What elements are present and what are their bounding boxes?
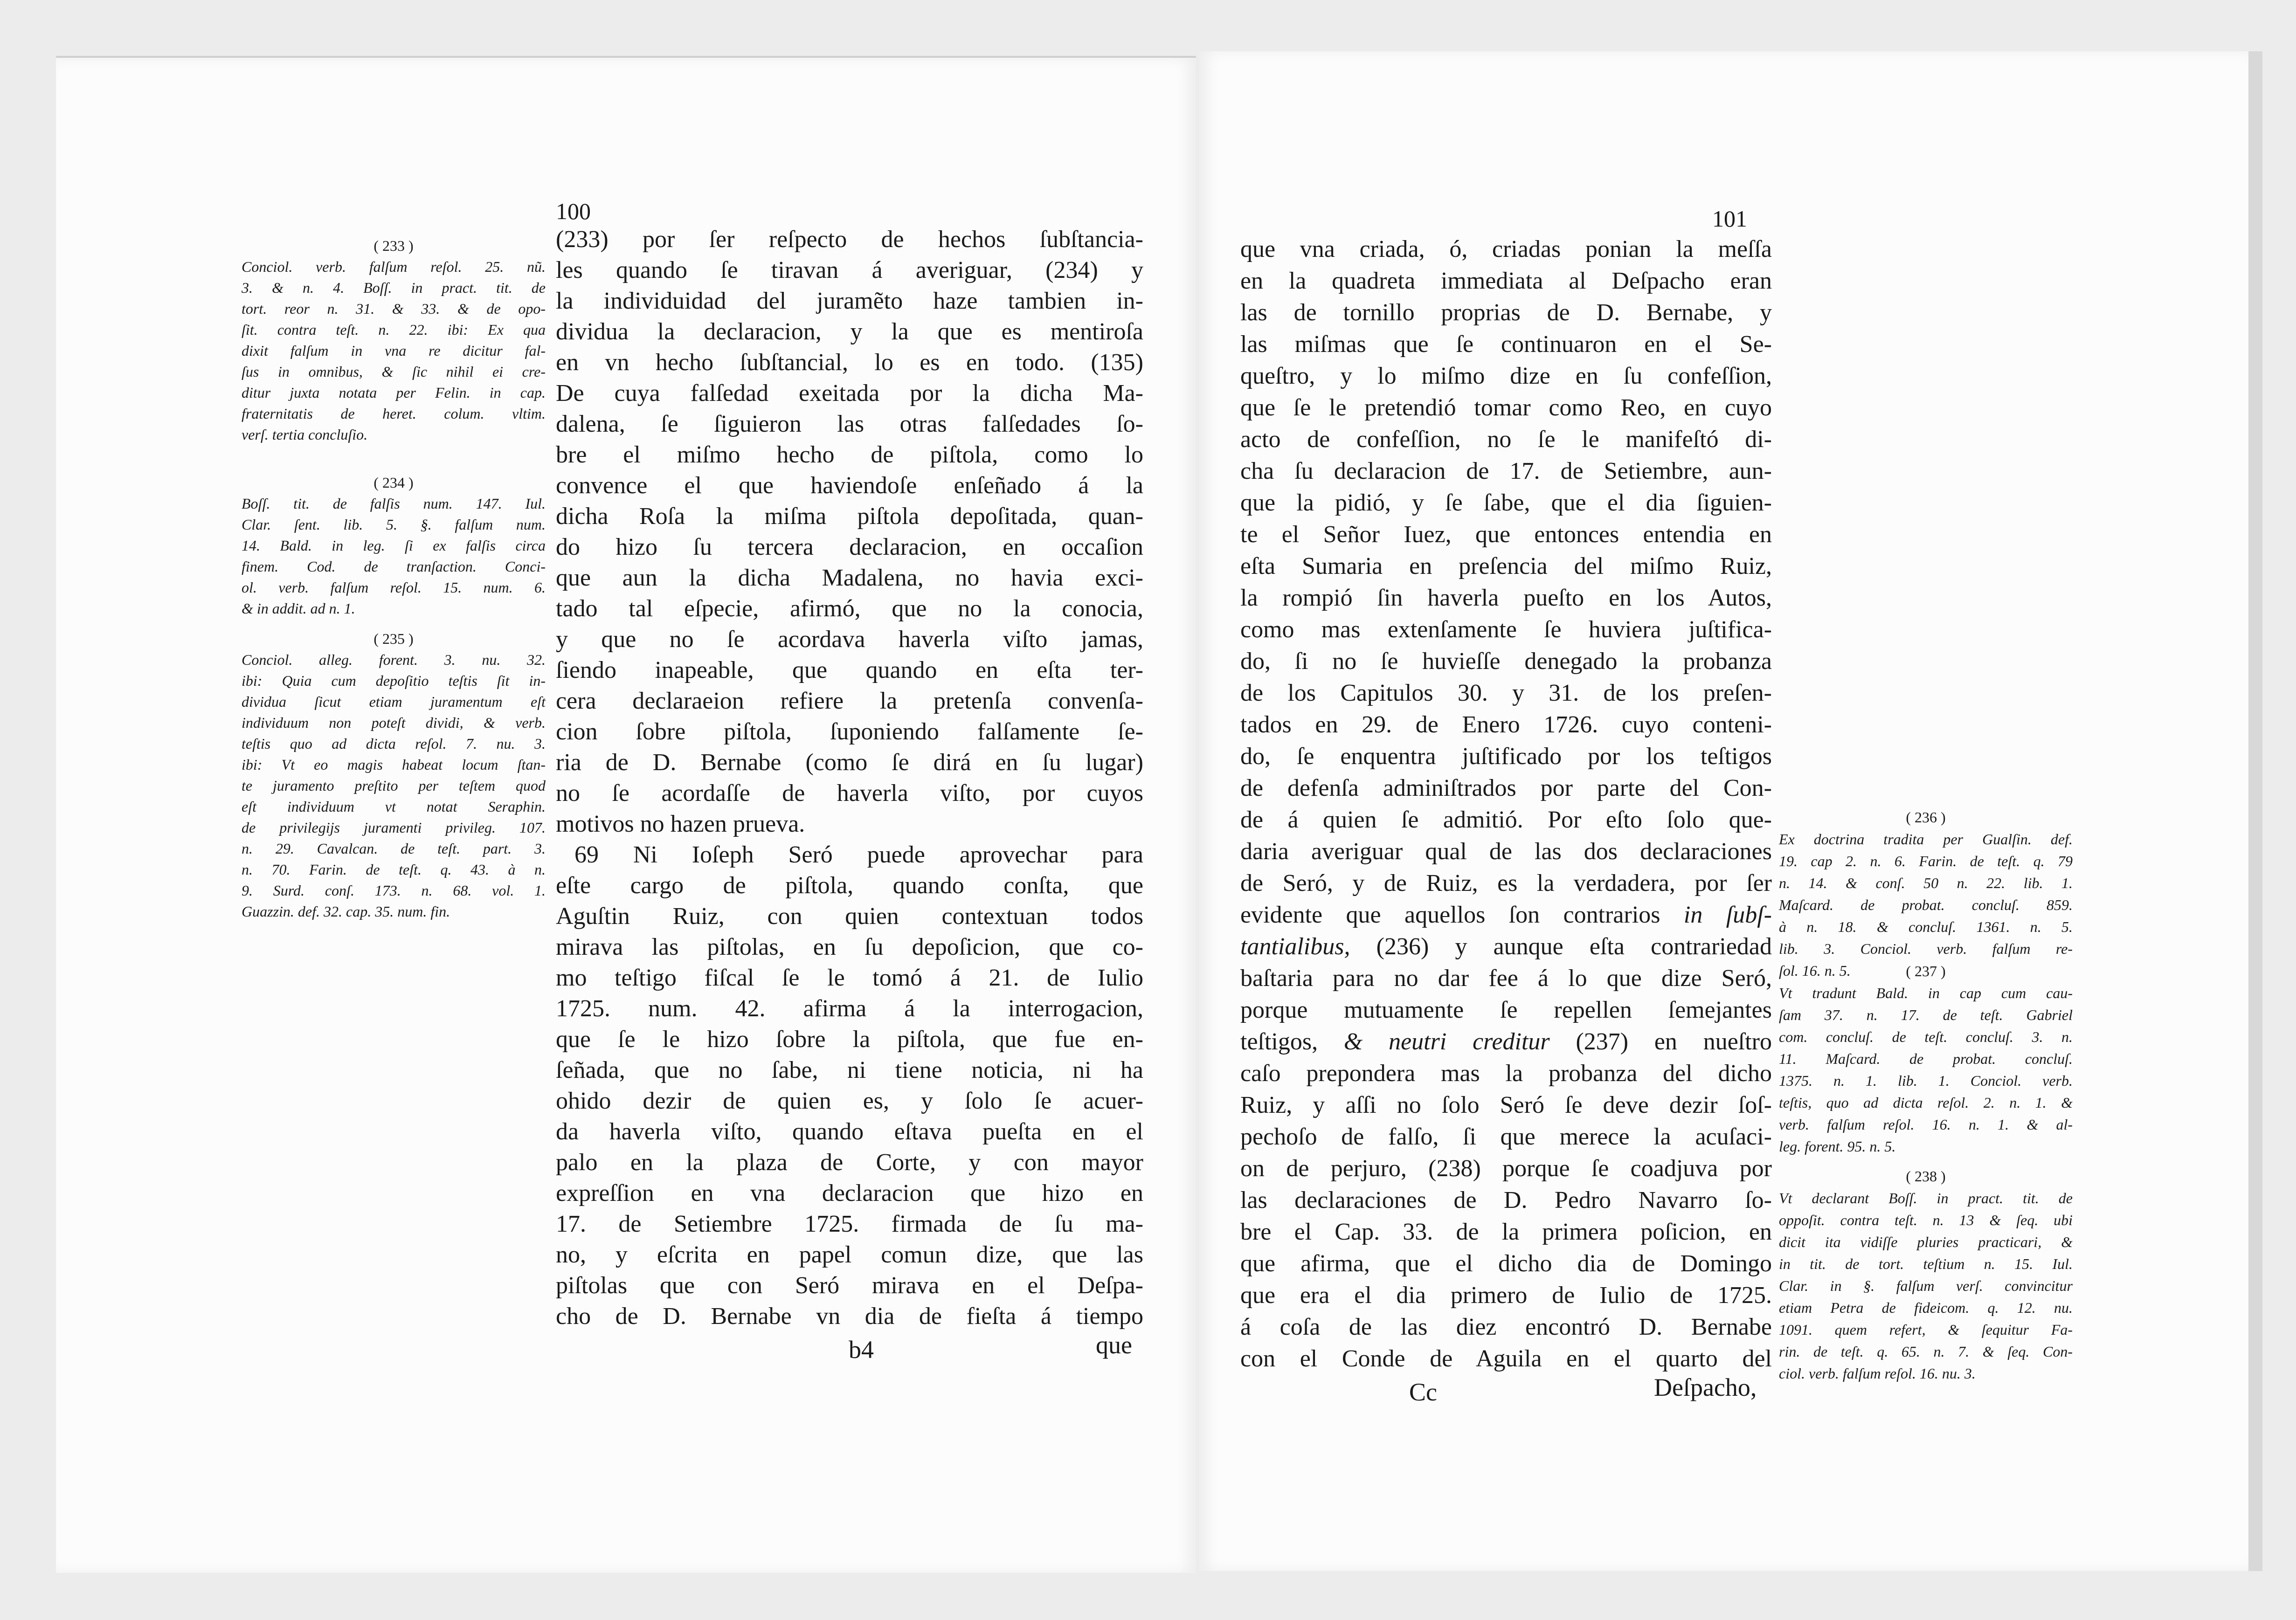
text-line: 11. Maſcard. de probat. concluſ. [1779,1050,2073,1067]
text-line: tados en 29. de Enero 1726. cuyo conteni- [1240,711,1772,738]
text-line: n. 29. Cavalcan. de teſt. part. 3. [242,840,546,857]
text-line [1240,1028,1772,1055]
text-line: ibi: Vt eo magis habeat locum ſtan- [242,756,546,773]
text-line: Clar. ſent. lib. 5. §. falſum num. [242,516,546,533]
footnote-reference: ( 237 ) [1906,963,1946,979]
text-line: teſtis, quo ad dicta reſol. 2. n. 1. & [1779,1094,2073,1111]
text-line: 1375. n. 1. lib. 1. Conciol. verb. [1779,1072,2073,1089]
italic-text: tantialibus, [1240,933,1350,960]
text-line: de los Capitulos 30. y 31. de los preſen- [1240,680,1772,706]
text-line: tort. reor n. 31. & 33. & de opo- [242,300,546,317]
catchword: que [1096,1331,1132,1359]
footnote-reference: ( 238 ) [1906,1168,1946,1185]
text-line: que ſe le hizo ſobre la piſtola, que fue en- [556,1026,1143,1053]
text-line: finem. Cod. de tranſaction. Conci- [242,558,546,575]
text-line: las declaraciones de D. Pedro Navarro ſo- [1240,1187,1772,1213]
text-line: Conciol. alleg. forent. 3. nu. 32. [242,651,546,668]
italic-text: & neutri creditur [1343,1028,1550,1055]
text-line: ria de D. Bernabe (como ſe dirá en ſu lugar) [556,749,1143,776]
text-line: (233) por ſer reſpecto de hechos ſubſtancia- [556,226,1143,253]
signature-mark: Cc [1409,1378,1437,1406]
text-line: Aguſtin Ruiz, con quien contextuan todos [556,903,1143,930]
text-line: de Seró, y de Ruiz, es la verdadera, por ſer [1240,870,1772,896]
text-line: Boſſ. tit. de falſis num. 147. Iul. [242,495,546,512]
text-line: Conciol. verb. falſum reſol. 25. nũ. [242,258,546,275]
text-line: que vna criada, ó, criadas ponian la meſſa [1240,236,1772,262]
text-line: individuum non poteſt dividi, & verb. [242,714,546,731]
text-line: de á quien ſe admitió. Por eſto ſolo que- [1240,807,1772,833]
text-line: ſit. contra teſt. n. 22. ibi: Ex qua [242,321,546,338]
text-line: daria averiguar qual de las dos declaraciones [1240,838,1772,865]
text-line: que era el dia primero de Iulio de 1725. [1240,1282,1772,1309]
footnote-reference: ( 234 ) [373,474,414,491]
left-page [56,56,1196,1573]
text-line: 9. Surd. conſ. 173. n. 68. vol. 1. [242,882,546,899]
text-line: verb. falſum reſol. 16. n. 1. & al- [1779,1116,2073,1133]
text-line: Vt tradunt Bald. in cap cum cau- [1779,985,2073,1001]
page-number: 100 [556,198,591,224]
text-line: las miſmas que ſe continuaron en el Se- [1240,331,1772,358]
text-line: 14. Bald. in leg. ſi ex falſis circa [242,537,546,554]
text-line: ſus in omnibus, & ſic nihil ei cre- [242,363,546,380]
footnote-reference: ( 235 ) [373,630,414,647]
text-line: ſol. 16. n. 5. [1779,962,1851,979]
text-line: convence el que haviendoſe enſeñado á la [556,472,1143,499]
text-line: leg. forent. 95. n. 5. [1779,1138,1896,1155]
text-line: caſo prepondera mas la probanza del dicho [1240,1060,1772,1087]
text-line: cion ſobre piſtola, ſuponiendo falſamente ſe- [556,718,1143,745]
text-line: dicit ita vidiſſe pluries practicari, & [1779,1234,2073,1250]
text-line: ditur juxta notata per Felin. in cap. [242,384,546,401]
text-line: te juramento preſtito per teſtem quod [242,777,546,794]
text-line: do, ſi no ſe huvieſſe denegado la probanza [1240,648,1772,675]
italic-text: in ſubſ- [1683,902,1772,928]
text-segment: teſtigos, [1240,1028,1344,1055]
text-line: oppoſit. contra teſt. n. 13 & ſeq. ubi [1779,1212,2073,1228]
text-line: Maſcard. de probat. concluſ. 859. [1779,896,2073,913]
text-line: y que no ſe acordava haverla viſto jamas, [556,626,1143,653]
text-line: piſtolas que con Seró mirava en el Deſpa- [556,1272,1143,1299]
text-line: la rompió ſin haverla pueſto en los Autos, [1240,585,1772,611]
text-line: baſtaria para no dar fee á lo que dize Seró, [1240,965,1772,992]
text-line: & in addit. ad n. 1. [242,600,355,617]
text-line: rin. de teſt. q. 65. n. 7. & ſeq. Con- [1779,1343,2073,1360]
text-line: ol. verb. falſum reſol. 15. num. 6. [242,579,546,596]
text-line: pechoſo de falſo, ſi que merece la acuſaci- [1240,1124,1772,1150]
text-line: ibi: Quia cum depoſitio teſtis ſit in- [242,672,546,689]
text-line: dixit falſum in vna re dicitur fal- [242,342,546,359]
text-line: que la pidió, y ſe ſabe, que el dia ſiguien- [1240,489,1772,516]
text-line: en vn hecho ſubſtancial, lo es en todo. (135) [556,349,1143,376]
text-line: bre el miſmo hecho de piſtola, como lo [556,441,1143,468]
text-line: en la quadreta immediata al Deſpacho eran [1240,268,1772,294]
text-line: ſam 37. n. 17. de teſt. Gabriel [1779,1006,2073,1023]
text-line: te el Señor Iuez, que entonces entendia en [1240,521,1772,548]
text-line: les quando ſe tiravan á averiguar, (234) y [556,257,1143,283]
text-line: Clar. in §. falſum verſ. convincitur [1779,1277,2073,1294]
text-line: ſeñada, que no ſabe, ni tiene noticia, ni ha [556,1057,1143,1083]
text-line: las de tornillo proprias de D. Bernabe, y [1240,299,1772,326]
text-line: expreſſion en vna declaracion que hizo en [556,1180,1143,1206]
text-line [1240,901,1772,929]
text-line: 17. de Setiembre 1725. firmada de ſu ma- [556,1211,1143,1237]
text-line: dicha Roſa la miſma piſtola depoſitada, quan- [556,503,1143,530]
text-line: lib. 3. Conciol. verb. falſum re- [1779,940,2073,957]
text-line: ohido dezir de quien es, y ſolo ſe acuer- [556,1088,1143,1114]
text-line: bre el Cap. 33. de la primera poſicion, en [1240,1219,1772,1245]
text-line: que afirma, que el dicho dia de Domingo [1240,1250,1772,1277]
text-line: ſiendo inapeable, que quando en eſta ter- [556,657,1143,683]
text-line: Guazzin. def. 32. cap. 35. num. fin. [242,903,450,920]
text-line: 1091. quem refert, & ſequitur Fa- [1779,1321,2073,1338]
text-line: de privilegijs juramenti privileg. 107. [242,819,546,836]
text-line: porque mutuamente ſe repellen ſemejantes [1240,997,1772,1023]
text-line [1240,933,1772,960]
right-page [1199,51,2262,1571]
text-segment: evidente que aquellos ſon contrarios [1240,902,1684,928]
text-line: como mas extenſamente ſe huviera juſtifica- [1240,616,1772,643]
text-line: verſ. tertia concluſio. [242,426,368,443]
text-line: no, y eſcrita en papel comun dize, que las [556,1241,1143,1268]
text-line: n. 14. & conſ. 50 n. 22. lib. 1. [1779,875,2073,891]
text-line: mo teſtigo fiſcal ſe le tomó á 21. de Iulio [556,965,1143,991]
text-line: la individuidad del juramẽto haze tambien in- [556,288,1143,314]
text-line: mirava las piſtolas, en ſu depoſicion, que co- [556,934,1143,960]
text-line: n. 70. Farin. de teſt. q. 43. à n. [242,861,546,878]
signature-mark: b4 [849,1336,874,1364]
text-segment: (236) y aunque eſta contrariedad [1350,933,1772,960]
text-line: Ex doctrina tradita per Gualſin. def. [1779,831,2073,848]
text-line: do hizo ſu tercera declaracion, en occaſion [556,534,1143,560]
text-line: in tit. de tort. teſtium n. 15. Iul. [1779,1255,2073,1272]
text-line: eſt individuum vt notat Seraphin. [242,798,546,815]
text-line: motivos no hazen prueva. [556,811,805,837]
text-line: que aun la dicha Madalena, no havia exci- [556,565,1143,591]
text-line: 3. & n. 4. Boſſ. in pract. tit. de [242,279,546,296]
text-line: da haverla viſto, quando eſtava pueſta en el [556,1118,1143,1145]
text-line: etiam Petra de fideicom. q. 12. nu. [1779,1299,2073,1316]
text-line: tado tal eſpecie, afirmó, que no la conocia, [556,595,1143,622]
text-line: 69 Ni Ioſeph Seró puede aprovechar para [574,841,1143,868]
text-line: dividua ſicut etiam juramentum eſt [242,693,546,710]
text-line: fraternitatis de heret. colum. vltim. [242,405,546,422]
text-line: acto de confeſſion, no ſe le manifeſtó di- [1240,426,1772,453]
text-line: dividua la declaracion, y la que es mentiroſa [556,318,1143,345]
text-line: do, ſe enquentra juſtificado por los teſtigos [1240,743,1772,770]
text-line: á coſa de las diez encontró D. Bernabe [1240,1314,1772,1340]
text-line: no ſe acordaſſe de haverla viſto, por cuyos [556,780,1143,807]
text-line: à n. 18. & concluſ. 1361. n. 5. [1779,918,2073,935]
text-line: cho de D. Bernabe vn dia de fieſta á tiempo [556,1303,1143,1330]
text-line: con el Conde de Aguila en el quarto del [1240,1345,1772,1372]
text-line: dalena, ſe ſiguieron las otras falſedades ſo- [556,411,1143,437]
page-number: 101 [1712,206,1747,232]
text-line: Vt declarant Boſſ. in pract. tit. de [1779,1190,2073,1206]
text-line: palo en la plaza de Corte, y con mayor [556,1149,1143,1176]
text-line: cha ſu declaracion de 17. de Setiembre, aun- [1240,458,1772,484]
text-line: eſta Sumaria en preſencia del miſmo Ruiz, [1240,553,1772,579]
text-line: on de perjuro, (238) porque ſe coadjuva por [1240,1155,1772,1182]
text-line: cera declaraeion refiere la pretenſa convenſa- [556,688,1143,714]
footnote-reference: ( 233 ) [373,237,414,254]
text-line: 1725. num. 42. afirma á la interrogacion, [556,995,1143,1022]
footnote-reference: ( 236 ) [1906,809,1946,826]
text-line: de defenſa adminiſtrados por parte del Con- [1240,775,1772,801]
text-line: De cuya falſedad exeitada por la dicha Ma- [556,380,1143,407]
text-line: Ruiz, y aſſi no ſolo Seró ſe deve dezir ſoſ- [1240,1092,1772,1118]
text-line: ciol. verb. falſum reſol. 16. nu. 3. [1779,1365,1976,1382]
catchword: Deſpacho, [1654,1373,1757,1401]
text-line: teſtis quo ad dicta reſol. 7. nu. 3. [242,735,546,752]
text-line: queſtro, y lo miſmo dize en ſu confeſſion, [1240,363,1772,389]
text-segment: (237) en nueſtro [1549,1028,1772,1055]
text-line: que ſe le pretendió tomar como Reo, en cuyo [1240,394,1772,421]
text-line: com. concluſ. de teſt. concluſ. 3. n. [1779,1028,2073,1045]
text-line: eſte cargo de piſtola, quando conſta, que [556,872,1143,899]
text-line: 19. cap 2. n. 6. Farin. de teſt. q. 79 [1779,853,2073,869]
